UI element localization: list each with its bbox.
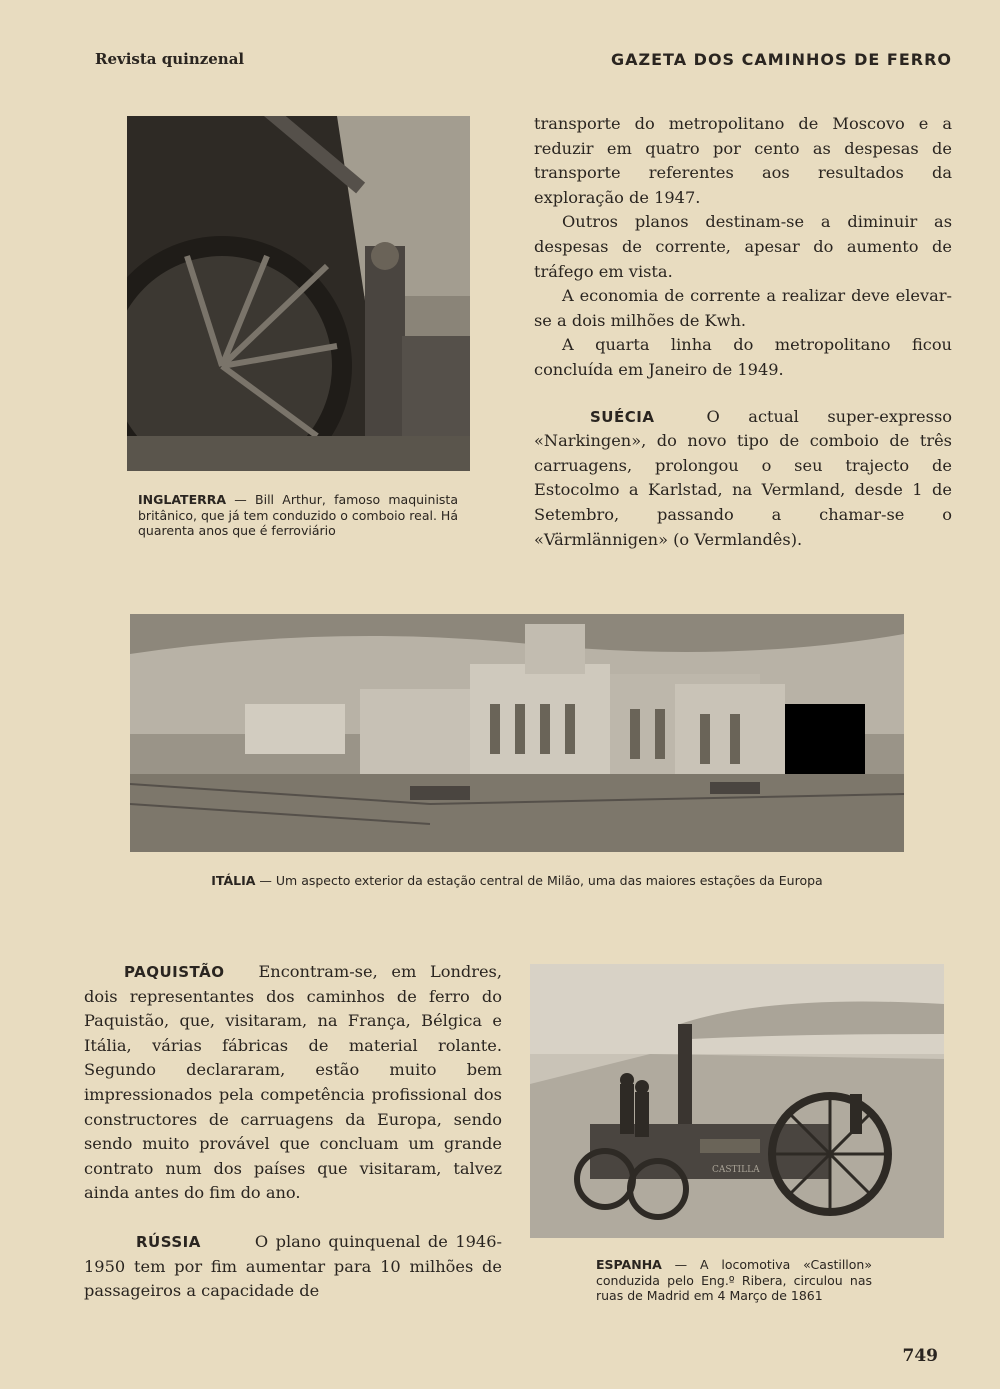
caption-espanha-head: ESPANHA	[596, 1257, 662, 1272]
caption-espanha	[596, 1257, 872, 1304]
caption-italia-head: ITÁLIA	[211, 873, 256, 888]
section-head-suecia: SUÉCIA	[590, 407, 655, 426]
left-column-lower	[84, 960, 502, 1304]
paragraph-paquistao	[84, 960, 502, 1206]
paragraph-russia	[84, 1230, 502, 1304]
text-paquistao: Encontram-se, em Londres, dois representantes dos caminhos de ferro do Paquistão, que, visitaram, na França, Bélgica e Itália, várias fábricas de material rolante. Segundo declararam, estão muito bem impressionados pela competência profissional dos constructores de carruagens da Europa, sendo sendo muito provável que concluam um grande contrato num dos países que visitaram, talvez ainda antes do fim do ano.	[84, 962, 502, 1203]
section-head-paquistao: PAQUISTÃO	[124, 963, 225, 981]
caption-inglaterra	[138, 492, 458, 539]
paragraph-economy: A economia de corrente a realizar deve elevar-se a dois milhões de Kwh.	[534, 286, 952, 330]
photo-espanha	[530, 964, 944, 1238]
header-magazine-title: GAZETA DOS CAMINHOS DE FERRO	[610, 50, 952, 69]
caption-italia-text: — Um aspecto exterior da estação central de Milão, uma das maiores estações da Europa	[255, 873, 823, 888]
caption-inglaterra-text: — Bill Arthur, famoso maquinista britânico, que já tem conduzido o comboio real. Há quarenta anos que é ferroviário	[138, 492, 458, 539]
photo-inglaterra	[127, 116, 470, 471]
paragraph-moscow-metro: transporte do metropolitano de Moscovo e a reduzir em quatro por cento as despesas de transporte referentes aos resultados da exploração de 1947.	[534, 114, 952, 207]
paragraph-suecia	[534, 405, 952, 553]
caption-espanha-text: — A locomotiva «Castillon» conduzida pelo Eng.º Ribera, circulou nas ruas de Madrid em 4 Março de 1861	[596, 1257, 872, 1304]
right-column-upper	[534, 112, 952, 552]
section-head-russia: RÚSSIA	[136, 1232, 201, 1251]
header-publication-frequency: Revista quinzenal	[95, 50, 245, 68]
paragraph-other-plans: Outros planos destinam-se a diminuir as despesas de corrente, apesar do aumento de tráfego em vista.	[534, 212, 952, 281]
page-number: 749	[902, 1346, 938, 1366]
caption-inglaterra-head: INGLATERRA	[138, 492, 227, 507]
text-suecia: O actual super-expresso «Narkingen», do novo tipo de comboio de três carruagens, prolongou o seu trajecto de Estocolmo a Karlstad, na Vermland, desde 1 de Setembro, passando a chamar-se o «Värmlännigen» (o Vermlandês).	[534, 406, 952, 549]
photo-italia	[130, 614, 904, 852]
paragraph-fourth-line: A quarta linha do metropolitano ficou concluída em Janeiro de 1949.	[534, 335, 952, 379]
engine-label: CASTILLA	[712, 1165, 760, 1175]
text-russia: O plano quinquenal de 1946-1950 tem por fim aumentar para 10 milhões de passageiros a capacidade de	[84, 1231, 502, 1301]
caption-italia	[130, 873, 904, 889]
